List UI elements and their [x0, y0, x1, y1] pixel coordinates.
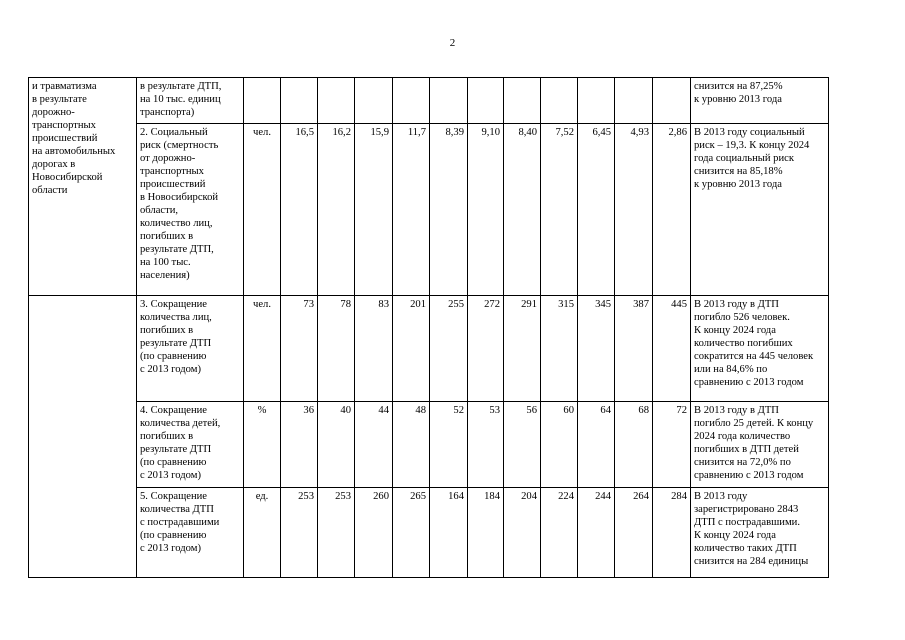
value-cell: 255	[430, 296, 468, 402]
note-cell: В 2013 году зарегистрировано 2843 ДТП с пострадавшими. К концу 2024 года количество таких ДТП снизится на 284 единицы	[691, 488, 829, 578]
indicator-cell: в результате ДТП, на 10 тыс. единиц транспорта)	[137, 78, 244, 124]
value-cell	[393, 78, 430, 124]
value-cell: 64	[578, 402, 615, 488]
value-cell: 36	[281, 402, 318, 488]
value-cell: 68	[615, 402, 653, 488]
unit-cell: чел.	[244, 296, 281, 402]
value-cell: 56	[504, 402, 541, 488]
indicator-cell: 5. Сокращение количества ДТП с пострадавшими (по сравнению с 2013 годом)	[137, 488, 244, 578]
value-cell	[281, 78, 318, 124]
value-cell: 387	[615, 296, 653, 402]
value-cell	[355, 78, 393, 124]
value-cell: 291	[504, 296, 541, 402]
value-cell: 201	[393, 296, 430, 402]
unit-cell	[244, 78, 281, 124]
value-cell: 204	[504, 488, 541, 578]
value-cell: 8,39	[430, 124, 468, 296]
value-cell: 284	[653, 488, 691, 578]
value-cell	[318, 78, 355, 124]
indicator-cell: 4. Сокращение количества детей, погибших в результате ДТП (по сравнению с 2013 годом)	[137, 402, 244, 488]
value-cell: 272	[468, 296, 504, 402]
value-cell: 40	[318, 402, 355, 488]
value-cell: 244	[578, 488, 615, 578]
value-cell: 48	[393, 402, 430, 488]
value-cell: 15,9	[355, 124, 393, 296]
value-cell: 265	[393, 488, 430, 578]
value-cell: 6,45	[578, 124, 615, 296]
value-cell: 253	[318, 488, 355, 578]
note-cell: В 2013 году в ДТП погибло 526 человек. К концу 2024 года количество погибших сократится на 445 человек или на 84,6% по сравнению с 2013 годом	[691, 296, 829, 402]
value-cell: 53	[468, 402, 504, 488]
note-cell: В 2013 году социальный риск – 19,3. К концу 2024 года социальный риск снизится на 85,18% к уровню 2013 года	[691, 124, 829, 296]
goal-cell-continued	[29, 296, 137, 578]
page-number: 2	[449, 37, 456, 49]
value-cell: 2,86	[653, 124, 691, 296]
value-cell	[430, 78, 468, 124]
unit-cell: ед.	[244, 488, 281, 578]
value-cell: 72	[653, 402, 691, 488]
value-cell: 4,93	[615, 124, 653, 296]
value-cell: 260	[355, 488, 393, 578]
value-cell	[541, 78, 578, 124]
value-cell: 164	[430, 488, 468, 578]
goal-cell: и травматизма в результате дорожно- транспортных происшествий на автомобильных дорогах в Новосибирской области	[29, 78, 137, 296]
value-cell: 224	[541, 488, 578, 578]
unit-cell: чел.	[244, 124, 281, 296]
value-cell: 7,52	[541, 124, 578, 296]
indicators-table	[28, 77, 829, 578]
value-cell: 60	[541, 402, 578, 488]
note-cell: В 2013 году в ДТП погибло 25 детей. К концу 2024 года количество погибших в ДТП детей снизится на 72,0% по сравнению с 2013 годом	[691, 402, 829, 488]
table-row	[29, 488, 829, 578]
value-cell	[468, 78, 504, 124]
indicator-cell: 2. Социальный риск (смертность от дорожно- транспортных происшествий в Новосибирской области, количество лиц, погибших в результате ДТП, на 100 тыс. населения)	[137, 124, 244, 296]
value-cell: 315	[541, 296, 578, 402]
value-cell	[504, 78, 541, 124]
value-cell: 184	[468, 488, 504, 578]
value-cell: 8,40	[504, 124, 541, 296]
note-cell: снизится на 87,25% к уровню 2013 года	[691, 78, 829, 124]
table-row	[29, 402, 829, 488]
value-cell: 83	[355, 296, 393, 402]
value-cell: 345	[578, 296, 615, 402]
value-cell: 11,7	[393, 124, 430, 296]
table-row	[29, 124, 829, 296]
value-cell: 52	[430, 402, 468, 488]
indicator-cell: 3. Сокращение количества лиц, погибших в результате ДТП (по сравнению с 2013 годом)	[137, 296, 244, 402]
value-cell: 445	[653, 296, 691, 402]
value-cell	[578, 78, 615, 124]
value-cell: 253	[281, 488, 318, 578]
table-row	[29, 296, 829, 402]
value-cell: 9,10	[468, 124, 504, 296]
unit-cell: %	[244, 402, 281, 488]
value-cell: 16,5	[281, 124, 318, 296]
value-cell: 73	[281, 296, 318, 402]
value-cell: 264	[615, 488, 653, 578]
value-cell: 16,2	[318, 124, 355, 296]
table-row	[29, 78, 829, 124]
value-cell	[653, 78, 691, 124]
value-cell	[615, 78, 653, 124]
value-cell: 78	[318, 296, 355, 402]
value-cell: 44	[355, 402, 393, 488]
